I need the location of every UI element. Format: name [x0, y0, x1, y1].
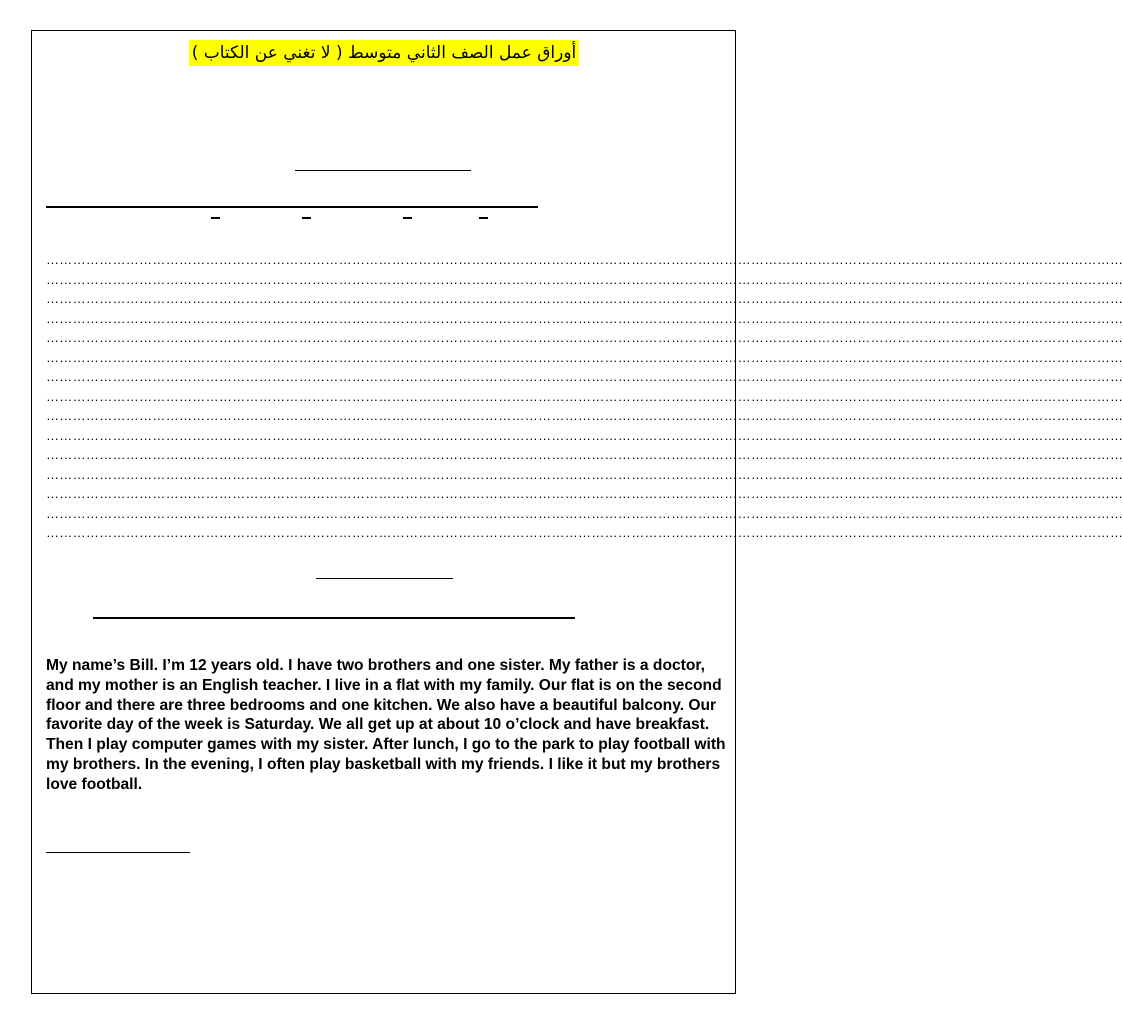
- reading-heading-blank: [316, 578, 453, 579]
- choice-dash: [479, 217, 488, 219]
- section-heading-blank: [295, 170, 471, 171]
- dotted-line[interactable]: ………………………………………………………………………………………………………………………………………………………………………………………………………………………: [46, 252, 1123, 267]
- writing-lines[interactable]: [46, 250, 1123, 543]
- choice-dash: [211, 217, 220, 219]
- dotted-line[interactable]: ………………………………………………………………………………………………………………………………………………………………………………………………………………………: [46, 486, 1123, 501]
- dotted-line[interactable]: ………………………………………………………………………………………………………………………………………………………………………………………………………………………: [46, 271, 1123, 287]
- worksheet-title: أوراق عمل الصف الثاني متوسط ( لا تغني عن الكتاب ): [189, 40, 580, 66]
- dotted-line[interactable]: ………………………………………………………………………………………………………………………………………………………………………………………………………………………: [46, 466, 1123, 482]
- reading-passage: My name’s Bill. I’m 12 years old. I have two brothers and one sister. My father is a doctor, and my mother is an English teacher. I live in a flat with my family. Our flat is on the second floor and there are three bedrooms and one kitchen. We also have a beautiful balcony. Our favorite day of the week is Saturday. We all get up at about 10 o’clock and have breakfast. Then I play computer games with my sister. After lunch, I go to the park to play football with my brothers. In the evening, I often play basketball with my friends. I like it but my brothers love football.: [46, 657, 726, 793]
- header: [0, 40, 768, 66]
- dotted-line[interactable]: ………………………………………………………………………………………………………………………………………………………………………………………………………………………: [46, 349, 1123, 365]
- dotted-line[interactable]: ………………………………………………………………………………………………………………………………………………………………………………………………………………………: [46, 291, 1123, 306]
- choice-dash: [403, 217, 412, 219]
- instruction-blank: [46, 206, 538, 208]
- dotted-line[interactable]: ………………………………………………………………………………………………………………………………………………………………………………………………………………………: [46, 310, 1123, 326]
- dotted-line[interactable]: ………………………………………………………………………………………………………………………………………………………………………………………………………………………: [46, 388, 1123, 404]
- dotted-line[interactable]: ………………………………………………………………………………………………………………………………………………………………………………………………………………………: [46, 427, 1123, 443]
- dotted-line[interactable]: ………………………………………………………………………………………………………………………………………………………………………………………………………………………: [46, 447, 1123, 462]
- dotted-line[interactable]: ………………………………………………………………………………………………………………………………………………………………………………………………………………………: [46, 330, 1123, 345]
- reading-instruction-blank: [93, 617, 575, 619]
- answer-blank: [46, 852, 190, 853]
- choice-dash: [302, 217, 311, 219]
- dotted-line[interactable]: ………………………………………………………………………………………………………………………………………………………………………………………………………………………: [46, 369, 1123, 384]
- dotted-line[interactable]: ………………………………………………………………………………………………………………………………………………………………………………………………………………………: [46, 408, 1123, 423]
- dotted-line[interactable]: ………………………………………………………………………………………………………………………………………………………………………………………………………………………: [46, 525, 1123, 540]
- dotted-line[interactable]: ………………………………………………………………………………………………………………………………………………………………………………………………………………………: [46, 505, 1123, 521]
